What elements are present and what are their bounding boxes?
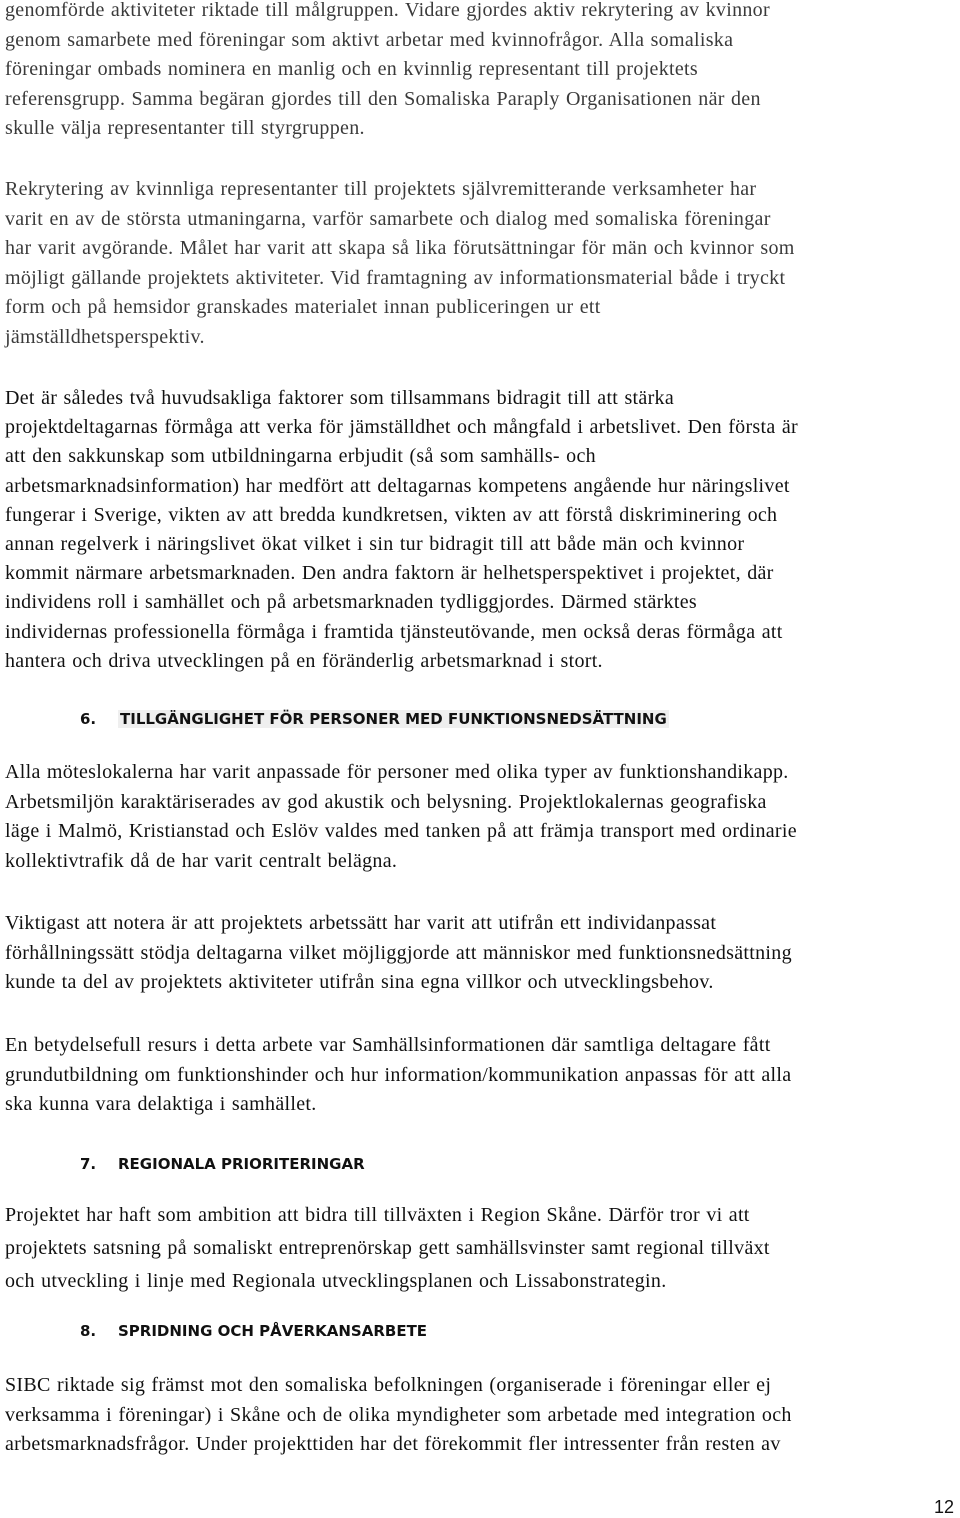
text-line: form och på hemsidor granskades materialet innan publiceringen ur ett bbox=[5, 296, 601, 318]
text-line: genom samarbete med föreningar som aktivt arbetar med kvinnofrågor. Alla somaliska bbox=[5, 28, 734, 51]
section-title: REGIONALA PRIORITERINGAR bbox=[118, 1155, 365, 1173]
text-line: jämställdhetsperspektiv. bbox=[5, 325, 205, 348]
text-line: kollektivtrafik då de har varit centralt belägna. bbox=[5, 849, 398, 872]
text-line: Rekrytering av kvinnliga representanter till projektets självremitterande verksamheter har bbox=[5, 178, 757, 200]
text-line: ska kunna vara delaktiga i samhället. bbox=[5, 1093, 317, 1115]
text-line: har varit avgörande. Målet har varit att skapa så lika förutsättningar för män och kvinnor som bbox=[5, 237, 795, 259]
text-line: arbetsmarknadsinformation) har medfört att deltagarnas kompetens angående hur näringslivet bbox=[5, 474, 790, 497]
text-line: kunde ta del av projektets aktiviteter utifrån sina egna villkor och utvecklingsbehov. bbox=[5, 971, 714, 993]
section-number: 8. bbox=[80, 1322, 97, 1340]
text-line: föreningar ombads nominera en manlig och en kvinnlig representant till projektets bbox=[5, 58, 699, 80]
text-line: skulle välja representanter till styrgruppen. bbox=[5, 117, 365, 139]
section-8-heading bbox=[80, 1322, 427, 1340]
section-title: TILLGÄNGLIGHET FÖR PERSONER MED FUNKTIONSNEDSÄTTNING bbox=[120, 710, 667, 728]
text-line: En betydelsefull resurs i detta arbete var Samhällsinformationen där samtliga deltagare fått bbox=[5, 1034, 771, 1056]
text-line: hantera och driva utvecklingen på en föränderlig arbetsmarknad i stort. bbox=[5, 649, 603, 672]
text-line: projektets satsning på somaliskt entreprenörskap gett samhällsvinster samt regional tillväxt bbox=[5, 1237, 770, 1259]
text-line: fungerar i Sverige, vikten av att bredda kundkretsen, vikten av att förstå diskriminering och bbox=[5, 503, 778, 526]
text-line: SIBC riktade sig främst mot den somaliska befolkningen (organiserade i föreningar eller ej bbox=[5, 1374, 772, 1396]
section-number: 7. bbox=[80, 1155, 97, 1173]
text-line: kommit närmare arbetsmarknaden. Den andra faktorn är helhetsperspektivet i projektet, där bbox=[5, 562, 774, 585]
text-line: projektdeltagarnas förmåga att verka för jämställdhet och mångfald i arbetslivet. Den första är bbox=[5, 416, 798, 439]
paragraph-individual-approach bbox=[5, 909, 955, 998]
paragraph-recruitment-intro bbox=[5, 0, 955, 144]
text-line: genomförde aktiviteter riktade till målgruppen. Vidare gjordes aktiv rekrytering av kvinnor bbox=[5, 0, 770, 21]
text-line: individens roll i samhället och på arbetsmarknaden tydliggjordes. Därmed stärktes bbox=[5, 591, 698, 614]
text-line: referensgrupp. Samma begäran gjordes till den Somaliska Paraply Organisationen när den bbox=[5, 87, 761, 110]
section-number: 6. bbox=[80, 710, 97, 728]
section-7-heading bbox=[80, 1155, 365, 1173]
paragraph-accessible-premises bbox=[5, 758, 955, 876]
page-number: 12 bbox=[933, 1497, 954, 1517]
text-line: varit en av de största utmaningarna, varför samarbete och dialog med somaliska föreningar bbox=[5, 207, 771, 230]
text-line: verksamma i föreningar) i Skåne och de olika myndigheter som arbetade med integration och bbox=[5, 1403, 792, 1426]
paragraph-regional-growth bbox=[5, 1199, 955, 1298]
section-title: SPRIDNING OCH PÅVERKANSARBETE bbox=[118, 1322, 428, 1340]
text-line: Alla möteslokalerna har varit anpassade för personer med olika typer av funktionshandikapp. bbox=[5, 761, 789, 783]
text-line: läge i Malmö, Kristianstad och Eslöv valdes med tanken på att främja transport med ordinarie bbox=[5, 820, 797, 842]
section-6-heading bbox=[80, 710, 669, 728]
paragraph-recruitment-women bbox=[5, 175, 955, 352]
text-line: och utveckling i linje med Regionala utvecklingsplanen och Lissabonstrategin. bbox=[5, 1270, 667, 1292]
paragraph-community-info bbox=[5, 1031, 955, 1120]
text-line: grundutbildning om funktionshinder och hur information/kommunikation anpassas för att alla bbox=[5, 1063, 792, 1086]
text-line: Projektet har haft som ambition att bidra till tillväxten i Region Skåne. Därför tror vi att bbox=[5, 1204, 750, 1226]
text-line: förhållningssätt stödja deltagarna vilket möjliggjorde att människor med funktionsnedsättning bbox=[5, 941, 792, 964]
text-line: Viktigast att notera är att projektets arbetssätt har varit att utifrån ett individanpassat bbox=[5, 912, 717, 934]
text-line: arbetsmarknadsfrågor. Under projekttiden har det förekommit fler intressenter från resten av bbox=[5, 1433, 781, 1455]
text-line: Det är således två huvudsakliga faktorer som tillsammans bidragit till att stärka bbox=[5, 387, 675, 409]
text-line: möjligt gällande projektets aktiviteter. Vid framtagning av informationsmaterial både i tryckt bbox=[5, 266, 786, 289]
text-line: att den sakkunskap som utbildningarna erbjudit (så som samhälls- och bbox=[5, 445, 596, 468]
paragraph-sibc-target bbox=[5, 1371, 955, 1460]
text-line: Arbetsmiljön karaktäriserades av god akustik och belysning. Projektlokalernas geografiska bbox=[5, 790, 767, 813]
text-line: individernas professionella förmåga i framtida tjänsteutövande, men också deras förmåga att bbox=[5, 620, 783, 643]
text-line: annan regelverk i näringslivet ökat vilket i sin tur bidragit till att både män och kvinnor bbox=[5, 533, 745, 556]
paragraph-two-factors bbox=[5, 384, 955, 676]
